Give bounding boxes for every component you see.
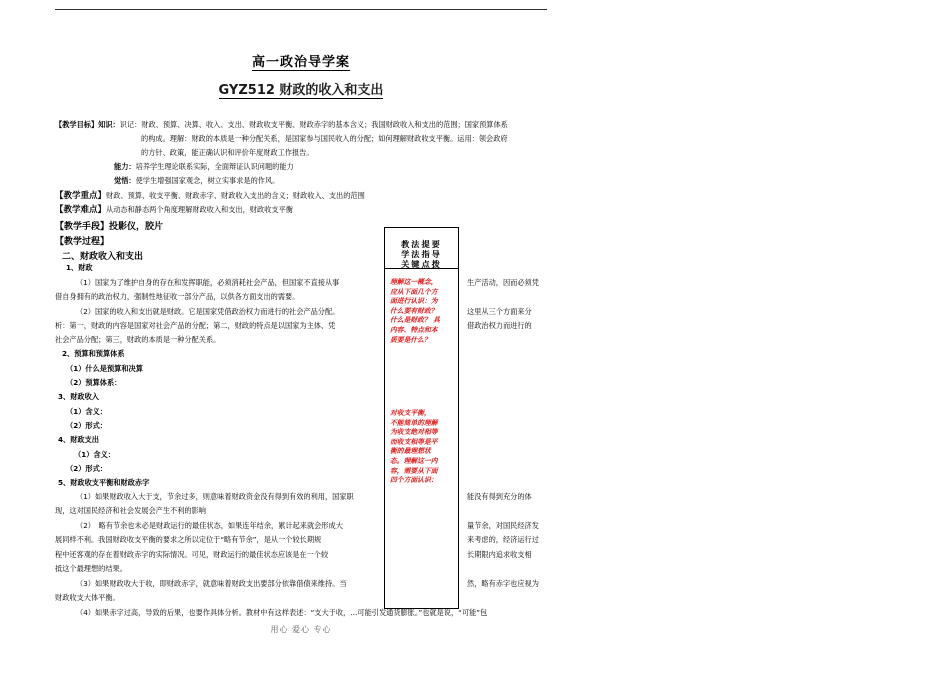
para-5-2c-cont: 长期限内追求收支相 <box>467 550 532 559</box>
process-label: 【教学过程】 <box>55 237 110 247</box>
para-5-1b: 现，这对国民经济和社会发展会产生不利的影响 <box>55 506 206 515</box>
side-head-2: 学法指导 <box>401 249 442 259</box>
para-5-2d: 抵这个最理想的结果。 <box>55 564 127 573</box>
budget-item-1: （1）什么是预算和决算 <box>66 364 143 373</box>
para-2b-cont: 借政治权力而进行的 <box>467 321 532 330</box>
para-2a: （2）国家的收入和支出就是财政。它是国家凭借政治权力而进行的社会产品分配。 <box>76 307 340 316</box>
objectives-row: 【教学目标】知识：识记：财政、预算、决算、收入、支出、财政收支平衡、财政赤字的基本含义；我国财政收入和支出的范围；国家预算体系 <box>55 120 508 129</box>
means-row: 【教学手段】投影仪，胶片 <box>55 222 164 232</box>
para-1a: （1）国家为了维护自身的存在和发挥职能，必须消耗社会产品，但国家不直接从事 <box>76 278 340 287</box>
revenue-item-1: （1）含义： <box>66 407 107 416</box>
para-2b: 析：第一，财政的内容是国家对社会产品的分配；第二，财政的特点是以国家为主体、凭 <box>55 321 336 330</box>
para-5-2a: （2） 略有节余也未必是财政运行的最佳状态，如果连年结余，累计起来就会形成大 <box>76 521 343 530</box>
para-5-1a: （1）如果财政收入大于支，节余过多，则意味着财政资金没有得到有效的利用，国家职 <box>76 492 354 501</box>
revenue-item-2: （2）形式： <box>66 421 107 430</box>
heading-balance: 5、财政收支平衡和财政赤字 <box>58 478 150 487</box>
objectives-line-2: 的构成。理解：财政的本质是一种分配关系，是国家参与国民收入的分配；如何理解财政收支平衡。运用：领会政府 <box>141 134 508 143</box>
doc-subtitle: GYZ512 财政的收入和支出 <box>218 83 384 98</box>
para-5-2a-cont: 量节余，对国民经济发 <box>467 521 539 530</box>
heading-budget: 2、预算和预算体系 <box>62 349 125 358</box>
difficulties-row: 【教学难点】从动态和静态两个角度理解财政收入和支出，财政收支平衡 <box>55 205 293 215</box>
expenditure-item-1: （1）含义： <box>74 450 115 459</box>
para-5-2c: 程中还客观的存在着财政赤字的实际情况。可见，财政运行的最佳状态应该是在一个较 <box>55 550 329 559</box>
para-5-4: （4）如果赤字过高，导致的后果，也要作具体分析。教材中有这样表述：“支大于收，…可能引发通货膨胀。”也就是说，“可能”包 <box>76 608 488 617</box>
side-head-1: 教法提要 <box>401 239 442 249</box>
awareness-row: 觉悟：使学生增强国家观念，树立实事求是的作风。 <box>114 176 280 185</box>
side-note-finance: 理解这一概念， 应从下面几个方 面进行认识：为 什么要有财政？ 什么是财政？ 具 内容、特点和本 质要是什么？ <box>390 278 440 344</box>
para-5-1a-cont: 能没有得到充分的体 <box>467 492 532 501</box>
para-2c: 社会产品分配；第三，财政的本质是一种分配关系。 <box>55 335 221 344</box>
para-5-3a: （3）如果财政收大于收，即财政赤字，就意味着财政支出要部分依靠借债来维持。当 <box>76 579 347 588</box>
section-title: 二、财政收入和支出 <box>62 252 144 262</box>
key-points-row: 【教学重点】财政、预算、收支平衡、财政赤字、财政收入支出的含义；财政收入、支出的范围 <box>55 191 365 201</box>
para-5-2b-cont: 来考虑的，经济运行过 <box>467 535 539 544</box>
para-5-2b: 展同样不利。我国财政收支平衡的要求之所以定位于“略有节余”，是从一个较长期规 <box>55 535 322 544</box>
para-5-3a-cont: 然，略有赤字也应视为 <box>467 579 539 588</box>
para-1b: 借自身拥有的政治权力，强制性地征收一部分产品，以供各方面支出的需要。 <box>55 292 300 301</box>
ability-row: 能力：培养学生理论联系实际，全面辩证认识问题的能力 <box>114 162 294 171</box>
top-rule <box>55 9 547 10</box>
heading-finance: 1、财政 <box>66 263 93 272</box>
para-2a-cont: 这里从三个方面来分 <box>467 307 532 316</box>
expenditure-item-2: （2）形式： <box>66 464 107 473</box>
side-note-header <box>384 239 459 269</box>
objectives-line-3: 的方针、政策，能正确认识和评价年度财政工作报告。 <box>141 148 314 157</box>
para-1a-cont: 生产活动，因而必须凭 <box>467 278 539 287</box>
side-note-balance: 对收支平衡， 不能简单的理解 为收支绝对相等 而收支相等是平 衡的最理想状 态。理解这一内 容，需要从下面 四个方面认识： <box>390 409 438 485</box>
page-footer: 用心 爱心 专心 <box>270 625 332 634</box>
para-5-3b: 财政收支大体平衡。 <box>55 593 120 602</box>
heading-revenue: 3、财政收入 <box>58 392 99 401</box>
heading-expenditure: 4、财政支出 <box>58 435 99 444</box>
doc-title: 高一政治导学案 <box>251 55 350 70</box>
budget-item-2: （2）预算体系： <box>66 378 122 387</box>
side-head-3: 关键点拨 <box>401 259 442 269</box>
